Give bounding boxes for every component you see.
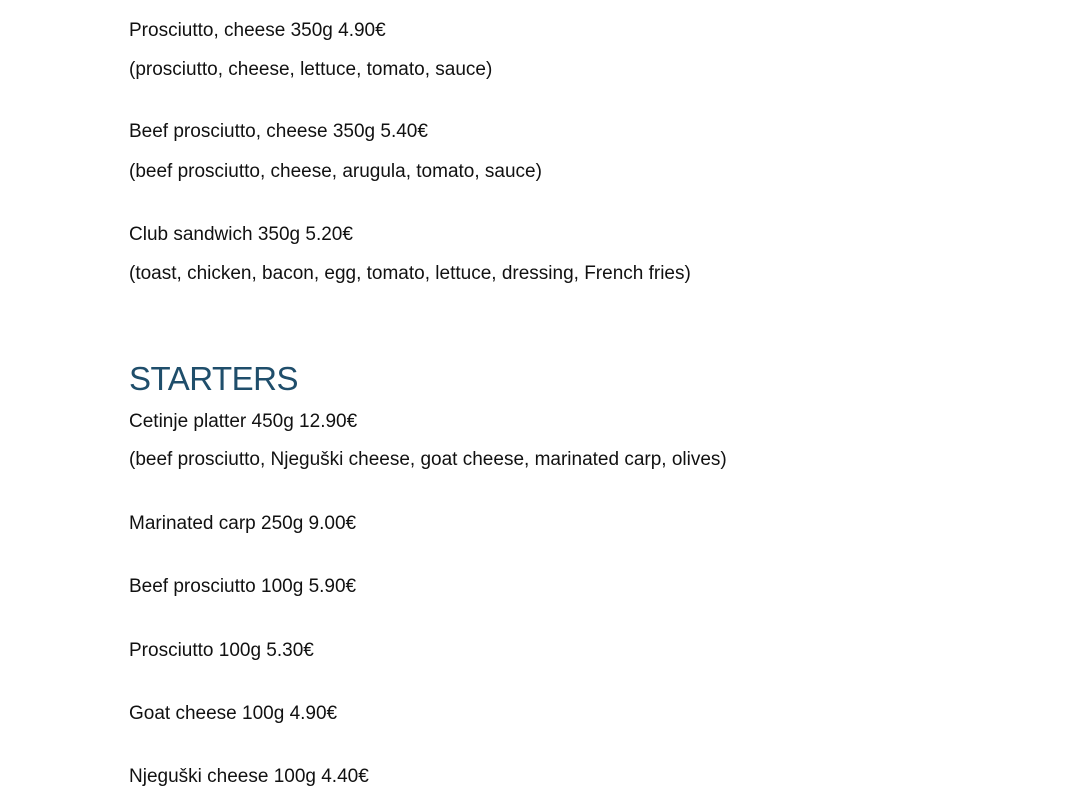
menu-item-description: (beef prosciutto, Njeguški cheese, goat cheese, marinated carp, olives)	[129, 449, 727, 470]
menu-item-name: Goat cheese 100g 4.90€	[129, 703, 338, 724]
menu-item-name: Prosciutto 100g 5.30€	[129, 640, 314, 661]
menu-item-name: Cetinje platter 450g 12.90€	[129, 411, 358, 432]
menu-item-description: (toast, chicken, bacon, egg, tomato, lettuce, dressing, French fries)	[129, 263, 691, 284]
menu-item-name: Marinated carp 250g 9.00€	[129, 513, 357, 534]
menu-item-name: Beef prosciutto 100g 5.90€	[129, 576, 357, 597]
menu-item-name: Club sandwich 350g 5.20€	[129, 224, 353, 245]
menu-item-name: Prosciutto, cheese 350g 4.90€	[129, 20, 386, 41]
menu-item-name: Njeguški cheese 100g 4.40€	[129, 766, 369, 787]
section-heading-starters: STARTERS	[129, 360, 298, 397]
menu-item-description: (beef prosciutto, cheese, arugula, tomato, sauce)	[129, 161, 542, 182]
menu-item-description: (prosciutto, cheese, lettuce, tomato, sauce)	[129, 59, 493, 80]
menu-item-name: Beef prosciutto, cheese 350g 5.40€	[129, 121, 428, 142]
